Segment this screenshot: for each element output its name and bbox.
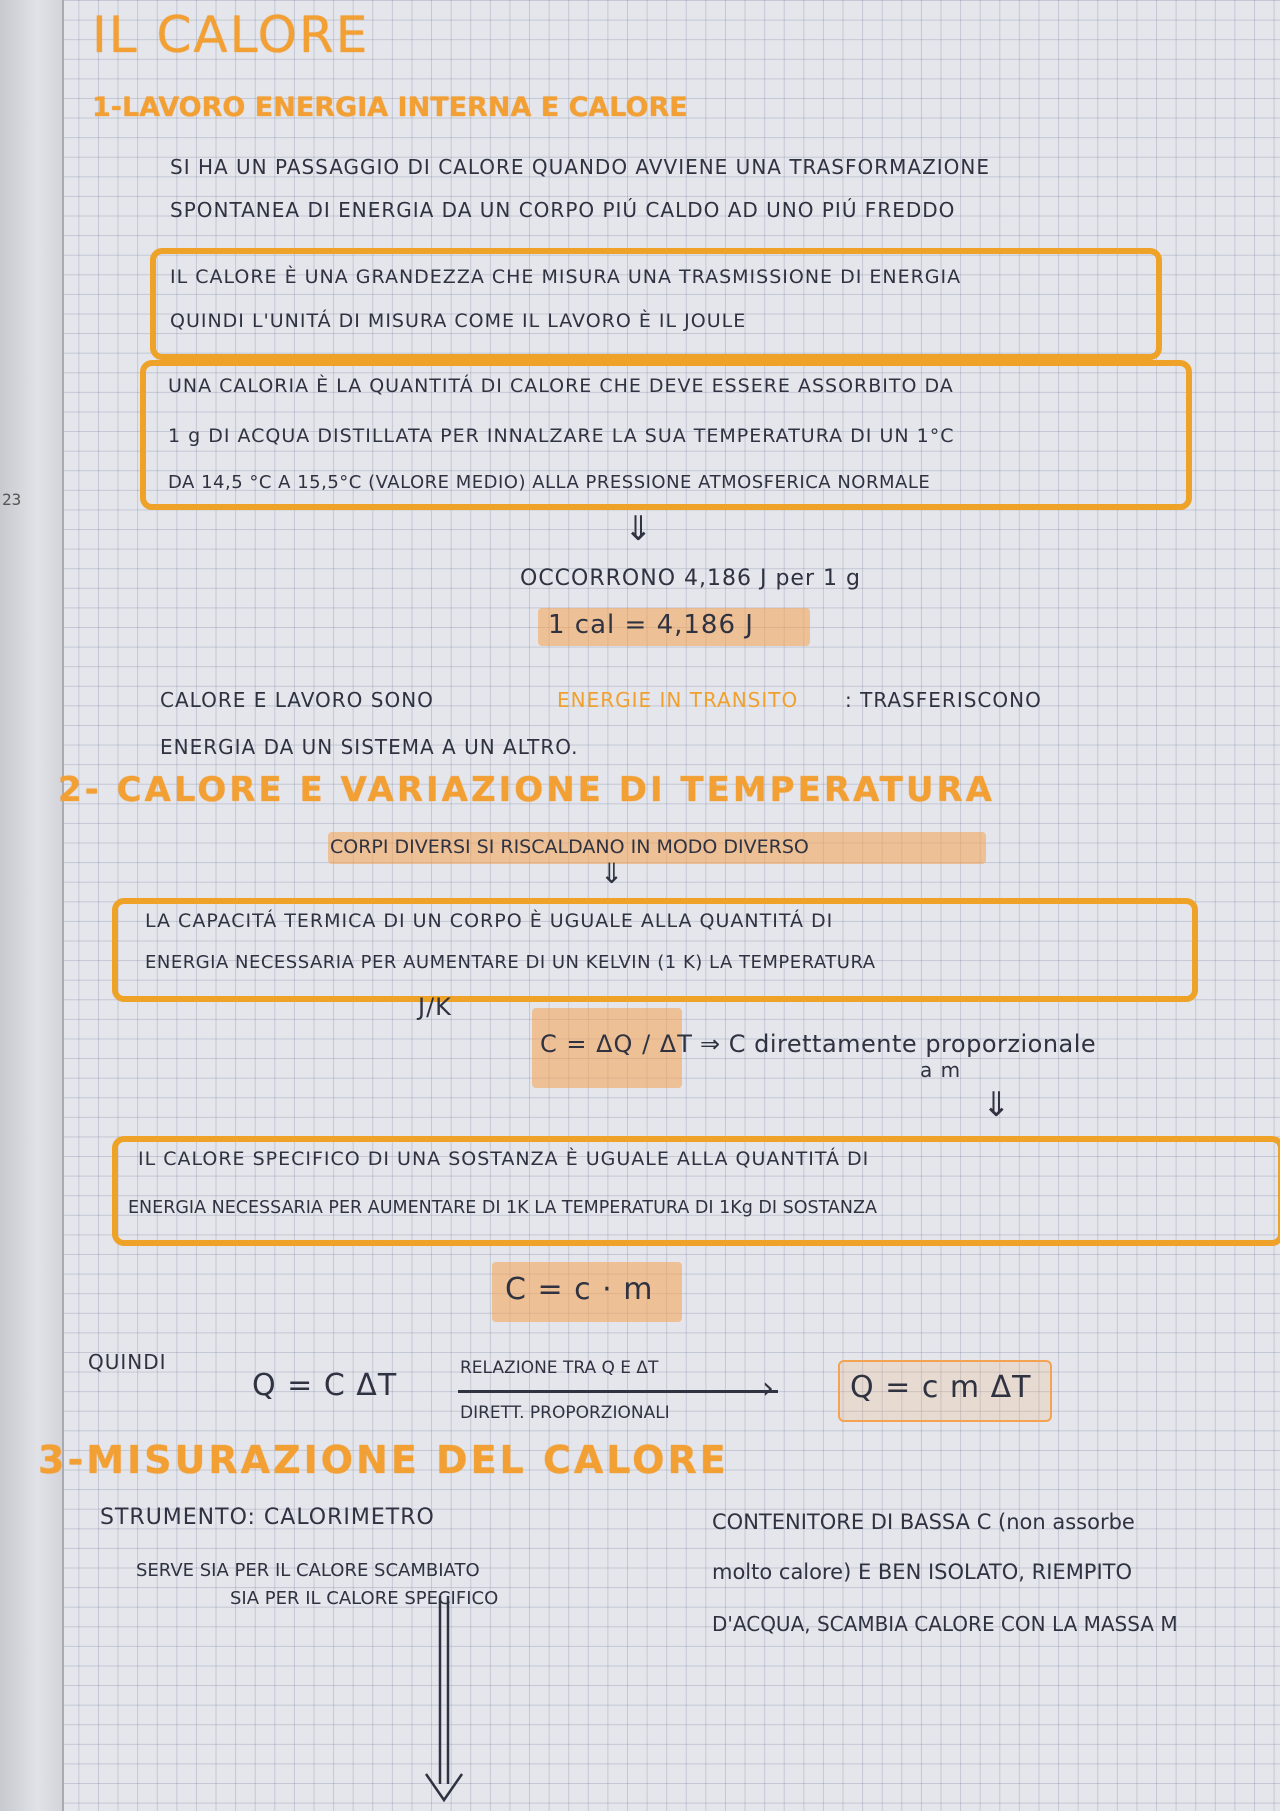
unit-label: J/K [418, 993, 452, 1021]
definition-box-calorie-line-1: UNA CALORIA È LA QUANTITÁ DI CALORE CHE DEVE ESSERE ASSORBITO DA [168, 375, 954, 397]
section-3-heading: 3-MISURAZIONE DEL CALORE [38, 1438, 729, 1482]
thermal-capacity-line-2: ENERGIA NECESSARIA PER AUMENTARE DI UN KELVIN (1 K) LA TEMPERATURA [145, 952, 876, 973]
down-arrow-icon: ⇓ [624, 509, 653, 549]
relation-arrow [458, 1390, 778, 1393]
section-1-heading: 1-LAVORO ENERGIA INTERNA E CALORE [92, 92, 688, 123]
transit-line-1-a: CALORE E LAVORO SONO [160, 688, 434, 712]
definition-box-heat-line-1: IL CALORE È UNA GRANDEZZA CHE MISURA UNA TRASMISSIONE DI ENERGIA [170, 266, 962, 288]
notebook-binding [0, 0, 64, 1811]
down-arrow-icon: ⇓ [600, 857, 624, 890]
section-2-subtitle: CORPI DIVERSI SI RISCALDANO IN MODO DIVERSO [330, 836, 809, 858]
section-1-intro-line-2: SPONTANEA DI ENERGIA DA UN CORPO PIÚ CALDO AD UNO PIÚ FREDDO [170, 198, 956, 222]
definition-box-calorie-line-3: DA 14,5 °C A 15,5°C (VALORE MEDIO) ALLA PRESSIONE ATMOSFERICA NORMALE [168, 472, 931, 493]
long-down-arrow-icon [414, 1586, 474, 1806]
margin-page-number: 23 [2, 490, 22, 509]
specific-heat-line-2: ENERGIA NECESSARIA PER AUMENTARE DI 1K LA TEMPERATURA DI 1Kg DI SOSTANZA [128, 1198, 877, 1218]
relation-bottom-text: DIRETT. PROPORZIONALI [460, 1403, 670, 1423]
thermal-capacity-line-1: LA CAPACITÁ TERMICA DI UN CORPO È UGUALE ALLA QUANTITÁ DI [145, 910, 834, 932]
proportional-text-2: a m [920, 1058, 962, 1082]
calorie-equation: 1 cal = 4,186 J [548, 610, 754, 640]
relation-top-text: RELAZIONE TRA Q E ΔT [460, 1358, 659, 1378]
formula-q-c-dt: Q = C ΔT [252, 1368, 398, 1403]
occorrono-text: OCCORRONO 4,186 J per 1 g [520, 566, 861, 591]
transit-line-1-b: ENERGIE IN TRANSITO [557, 688, 799, 712]
quindi-text: QUINDI [88, 1350, 167, 1374]
down-arrow-icon: ⇓ [982, 1085, 1011, 1125]
section-1-intro-line-1: SI HA UN PASSAGGIO DI CALORE QUANDO AVVIENE UNA TRASFORMAZIONE [170, 155, 991, 179]
specific-heat-line-1: IL CALORE SPECIFICO DI UNA SOSTANZA È UGUALE ALLA QUANTITÁ DI [138, 1148, 870, 1170]
transit-line-1-c: : TRASFERISCONO [845, 688, 1042, 712]
transit-line-2: ENERGIA DA UN SISTEMA A UN ALTRO. [160, 735, 579, 759]
instrument-text: STRUMENTO: CALORIMETRO [100, 1505, 435, 1530]
right-arrow-icon: › [762, 1371, 774, 1406]
calorimeter-desc-line-3: D'ACQUA, SCAMBIA CALORE CON LA MASSA M [712, 1612, 1178, 1636]
definition-box-heat [150, 248, 1162, 360]
definition-box-calorie-line-2: 1 g DI ACQUA DISTILLATA PER INNALZARE LA SUA TEMPERATURA DI UN 1°C [168, 425, 955, 447]
uses-line-2: SIA PER IL CALORE SPECIFICO [230, 1588, 499, 1609]
formula-q-c-m-dt: Q = c m ΔT [850, 1370, 1032, 1405]
section-2-heading: 2- CALORE E VARIAZIONE DI TEMPERATURA [58, 770, 995, 810]
calorimeter-desc-line-1: CONTENITORE DI BASSA C (non assorbe [712, 1510, 1135, 1534]
formula-c-equals-c-m: C = c · m [505, 1272, 654, 1307]
definition-box-heat-line-2: QUINDI L'UNITÁ DI MISURA COME IL LAVORO È IL JOULE [170, 310, 747, 332]
page-title: IL CALORE [92, 6, 370, 64]
calorimeter-desc-line-2: molto calore) E BEN ISOLATO, RIEMPITO [712, 1560, 1133, 1584]
formula-capacity: C = ΔQ / ΔT [540, 1030, 693, 1058]
uses-line-1: SERVE SIA PER IL CALORE SCAMBIATO [136, 1560, 480, 1581]
proportional-text-1: ⇒ C direttamente proporzionale [700, 1030, 1097, 1058]
